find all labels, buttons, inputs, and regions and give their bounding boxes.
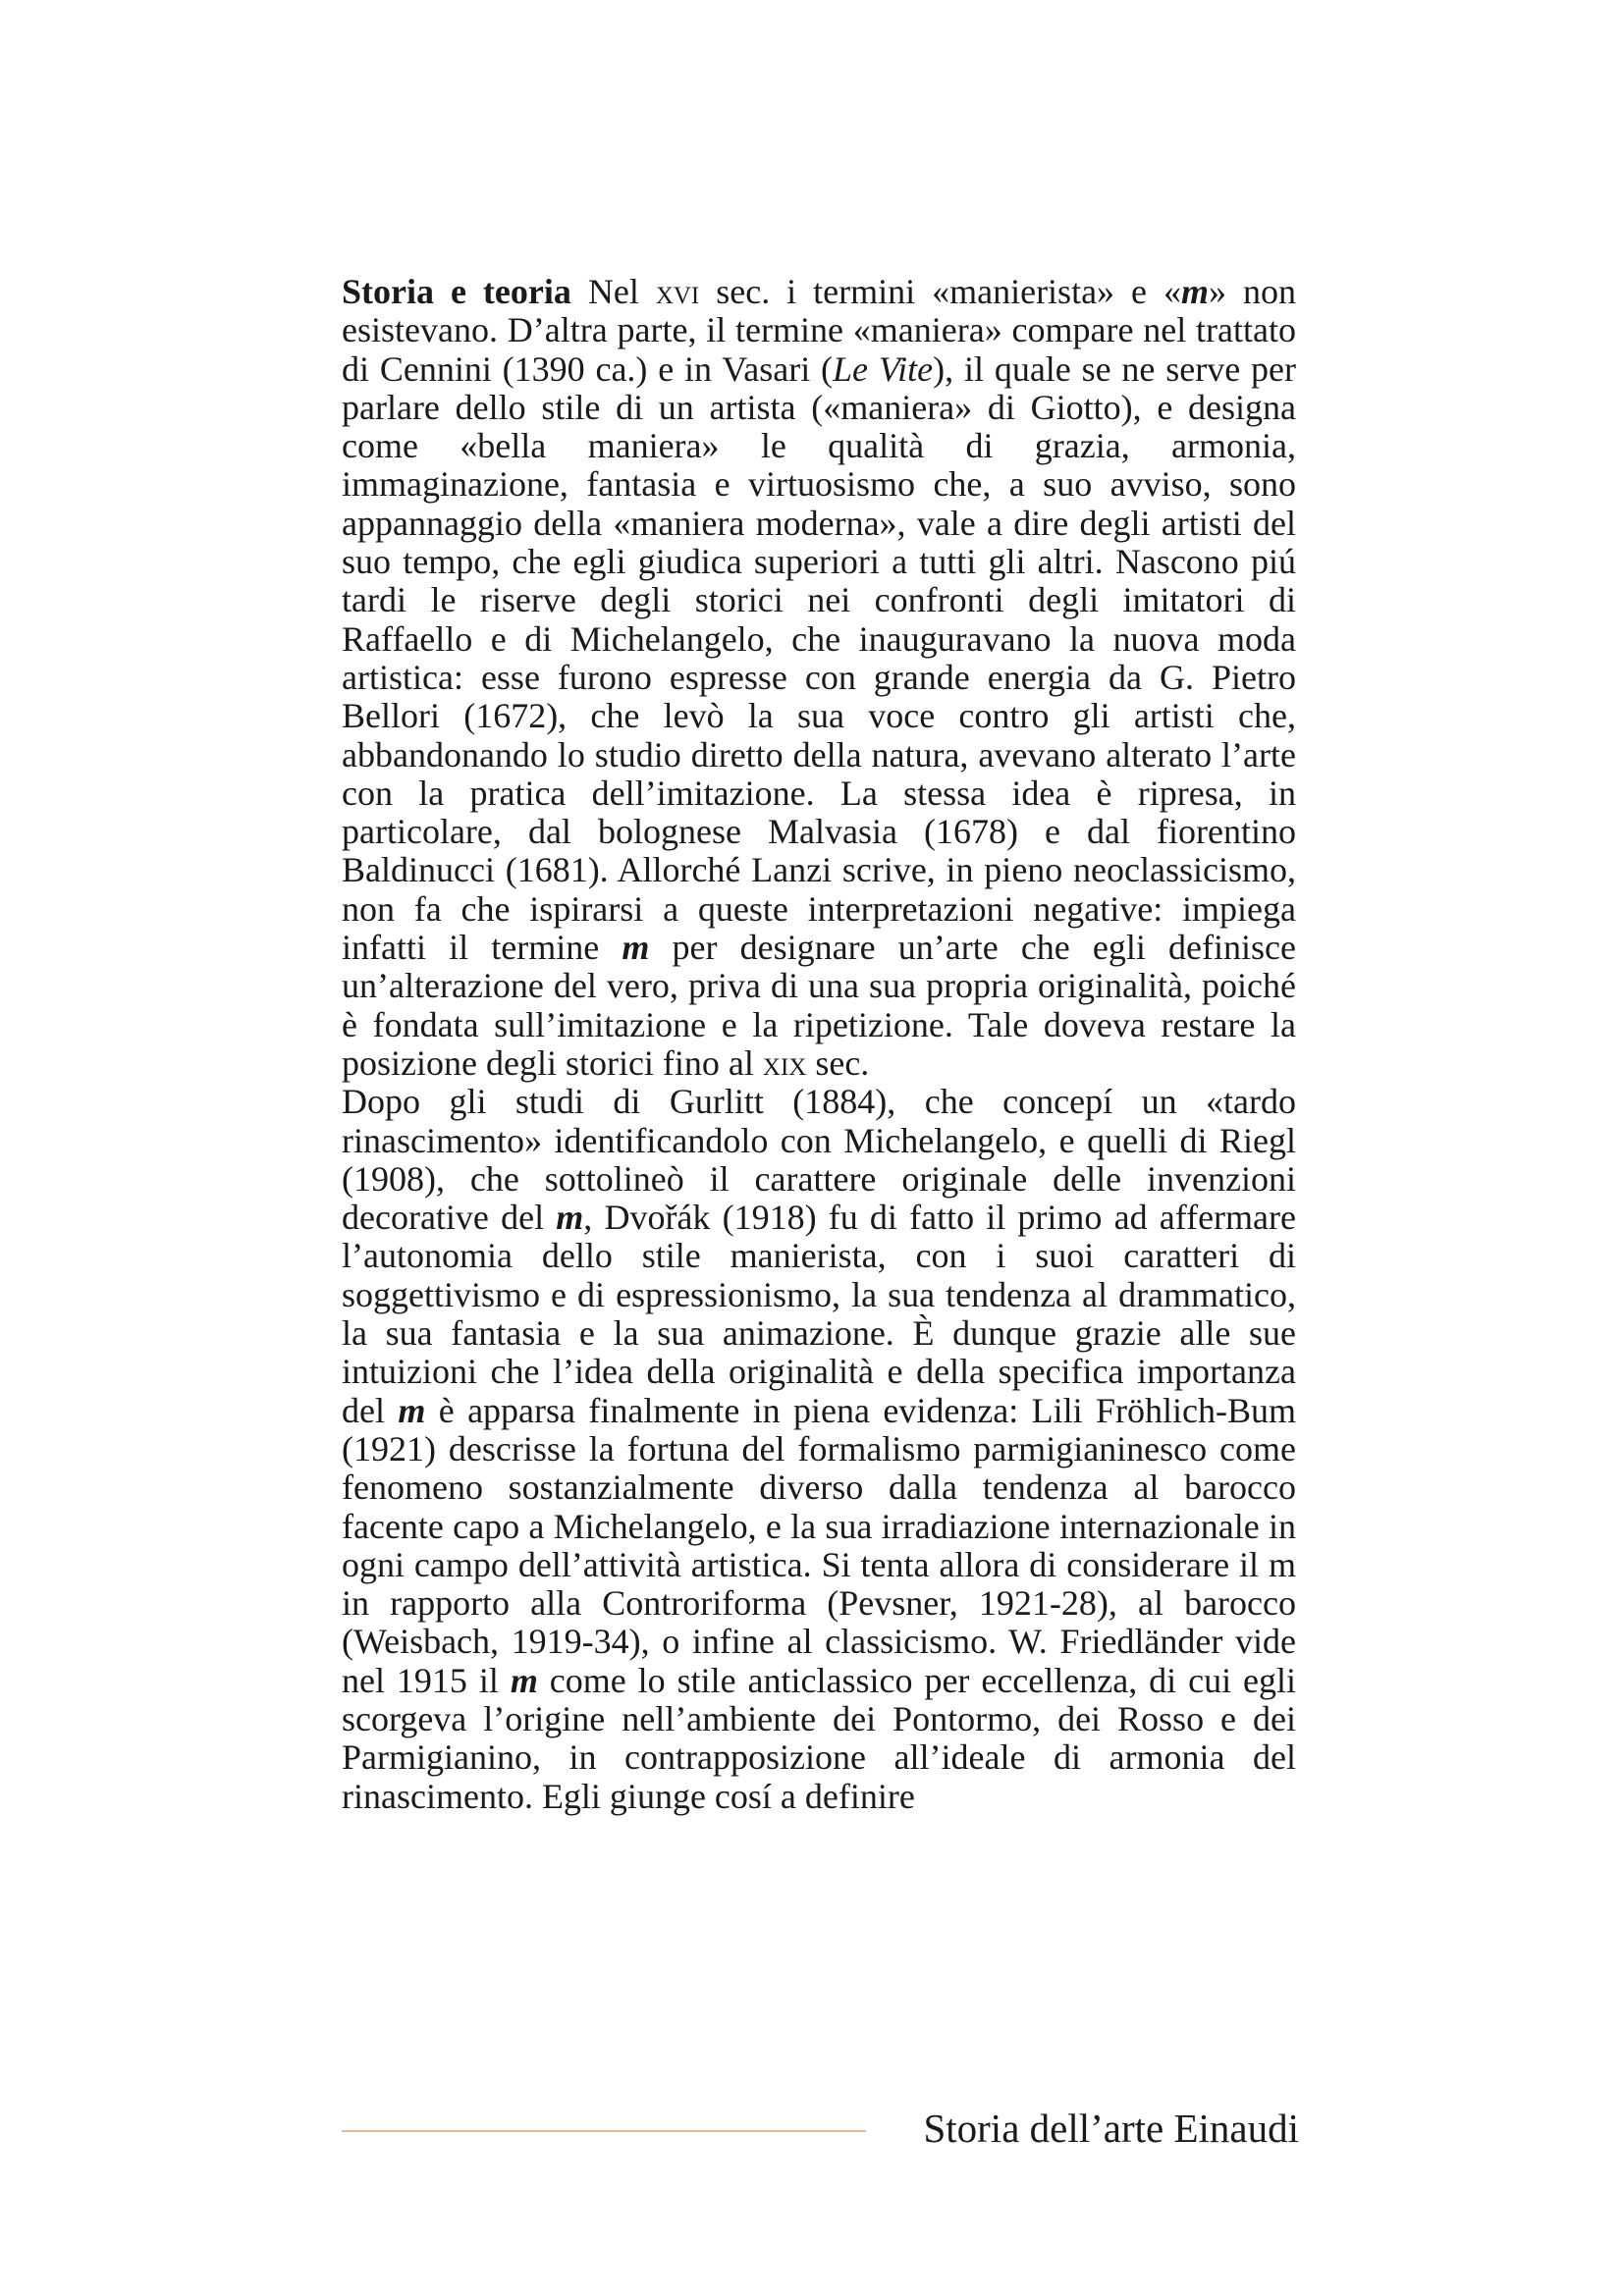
text-run: sec. i termini «manierista» e « xyxy=(699,272,1181,311)
text-run: è apparsa finalmente in piena evidenza: Lili Fröhlich-Bum (1921) descrisse la fortuna del formalismo parmigianinesco come fenomeno sostanzialmente diverso dalla tendenza al barocco facente capo a Michelangelo, e la sua irradiazione internazionale in ogni campo dell’attività artistica. Si tenta allora di considerare il m in rapporto alla Controriforma (Pevsner, 1921-28), al barocco (Weisbach, 1919-34), o infine al classicismo. W. Friedländer vide nel 1915 il xyxy=(342,1390,1297,1700)
text-run: come lo stile anticlassico per eccellenza, di cui egli scorgeva l’origine nell’ambiente dei Pontormo, dei Rosso e dei Parmigianino, in contrapposizione all’ideale di armonia del rinascimento. Egli giunge cosí a definire xyxy=(342,1660,1296,1816)
paragraph-storia-e-teoria xyxy=(342,273,1296,1083)
paragraph-dopo-gli-studi xyxy=(342,1083,1296,1816)
text-run: » non esistevano. D’altra parte, il termine «maniera» compare nel trattato di Cennini (1390 ca.) e in Vasari ( xyxy=(342,272,1296,389)
text-run: ), il quale se ne serve per parlare dello stile di un artista («maniera» di Giotto), e designa come «bella maniera» le qualità di grazia, armonia, immaginazione, fantasia e virtuosismo che, a suo avviso, sono appannaggio della «maniera moderna», vale a dire degli artisti del suo tempo, che egli giudica superiori a tutti gli altri. Nascono piú tardi le riserve degli storici nei confronti degli imitatori di Raffaello e di Michelangelo, che inauguravano la nuova moda artistica: esse furono espresse con grande energia da G. Pietro Bellori (1672), che levò la sua voce contro gli artisti che, abbandonando lo studio diretto della natura, avevano alterato l’arte con la pratica dell’imitazione. La stessa idea è ripresa, in particolare, dal bolognese Malvasia (1678) e dal fiorentino Baldinucci (1681). Allorché Lanzi scrive, in pieno neoclassicismo, non fa che ispirarsi a queste interpretazioni negative: impiega infatti il termine xyxy=(342,348,1296,968)
text-run: , Dvořák (1918) fu di fatto il primo ad affermare l’autonomia dello stile manierista, con i suoi caratteri di soggettivismo e di espressionismo, la sua tendenza al drammatico, la sua fantasia e la sua animazione. È dunque grazie alle sue intuizioni che l’idea della originalità e della specifica importanza del xyxy=(342,1198,1296,1430)
paragraph-1-runs xyxy=(342,272,1296,1083)
century-numeral: xix xyxy=(762,1042,807,1083)
entry-abbreviation-m: m xyxy=(556,1198,584,1238)
text-run: Nel xyxy=(570,272,656,311)
section-heading: Storia e teoria xyxy=(342,272,571,311)
text-run: Dopo gli studi di Gurlitt (1884), che concepí un «tardo rinascimento» identificandolo con Michelangelo, e quelli di Riegl (1908), che sottolineò il carattere originale delle invenzioni decorative del xyxy=(342,1082,1296,1238)
entry-abbreviation-m: m xyxy=(398,1390,426,1430)
entry-abbreviation-m: m xyxy=(510,1660,538,1700)
entry-abbreviation-m: m xyxy=(1181,272,1210,311)
footer-rule xyxy=(342,2130,866,2132)
entry-abbreviation-m: m xyxy=(622,928,650,968)
text-run: sec. xyxy=(806,1042,870,1083)
century-numeral: xvi xyxy=(655,272,700,311)
text-run: per designare un’arte che egli definisce un’alterazione del vero, priva di una sua propria originalità, poiché è fondata sull’imitazione e la ripetizione. Tale doveva restare la posizione degli storici fino al xyxy=(342,928,1296,1083)
book-title-italic: Le Vite xyxy=(833,348,934,389)
article-body xyxy=(342,273,1296,1816)
footer-book-title: Storia dell’arte Einaudi xyxy=(923,2106,1299,2151)
